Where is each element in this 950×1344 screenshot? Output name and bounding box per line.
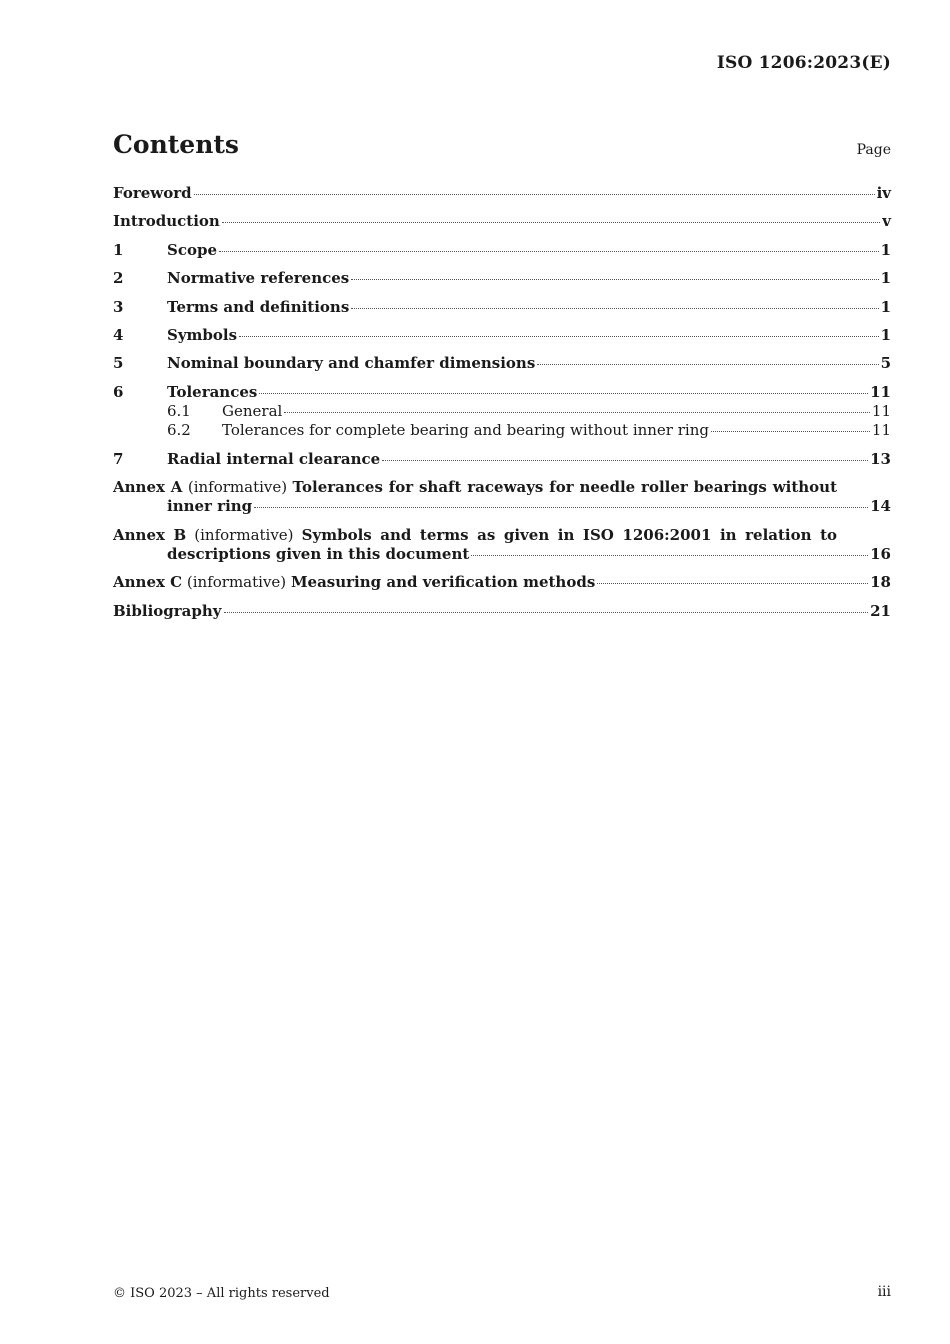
toc-title: Scope <box>167 241 218 259</box>
dot-leader <box>711 430 870 432</box>
annex-title-line <box>113 573 595 592</box>
toc-number: 7 <box>113 450 124 468</box>
toc-page: 21 <box>870 602 891 620</box>
toc-page: 1 <box>880 269 891 287</box>
toc-page: 11 <box>870 383 891 401</box>
annex-title-continuation <box>113 497 891 516</box>
annex-type: (informative) <box>194 526 294 544</box>
toc-title: Tolerances <box>167 383 258 401</box>
toc-page: 11 <box>871 402 891 420</box>
toc-title: General <box>222 402 283 420</box>
toc-entry-symbols[interactable] <box>113 326 891 345</box>
toc-page: 1 <box>880 241 891 259</box>
toc-title: Radial internal clearance <box>167 450 381 468</box>
dot-leader <box>259 392 868 394</box>
dot-leader <box>284 411 870 413</box>
toc-entry-annex-a[interactable] <box>113 478 891 516</box>
toc-entry-general[interactable] <box>113 402 891 421</box>
dot-leader <box>194 193 875 195</box>
table-of-contents <box>113 184 891 621</box>
page-number: iii <box>877 1284 891 1300</box>
toc-entry-tolerances[interactable] <box>113 383 891 402</box>
toc-title: Normative references <box>167 269 350 287</box>
toc-page: 14 <box>870 497 891 515</box>
toc-title: Bibliography <box>113 602 222 620</box>
annex-label: Annex A <box>113 478 183 496</box>
annex-title-continuation <box>113 545 891 564</box>
annex-title: descriptions given in this document <box>167 545 470 563</box>
annex-label: Annex B <box>113 526 187 544</box>
toc-page: 1 <box>880 298 891 316</box>
dot-leader <box>219 250 879 252</box>
toc-entry-introduction[interactable] <box>113 212 891 231</box>
toc-entry-annex-b[interactable] <box>113 526 891 564</box>
toc-page: 1 <box>880 326 891 344</box>
toc-entry-terms-and-definitions[interactable] <box>113 298 891 317</box>
toc-title: Symbols <box>167 326 238 344</box>
toc-page: v <box>882 212 891 230</box>
toc-number: 5 <box>113 354 124 372</box>
dot-leader <box>224 611 869 613</box>
toc-page: 16 <box>870 545 891 563</box>
toc-page: 18 <box>870 573 891 591</box>
toc-number: 1 <box>113 241 124 259</box>
dot-leader <box>597 582 868 584</box>
annex-title-line <box>113 478 837 497</box>
toc-number: 6.2 <box>167 421 191 439</box>
toc-entry-foreword[interactable] <box>113 184 891 203</box>
toc-entry-annex-c[interactable] <box>113 573 891 592</box>
contents-title: Contents <box>113 130 240 159</box>
toc-number: 6.1 <box>167 402 191 420</box>
toc-page: 11 <box>871 421 891 439</box>
toc-page: 13 <box>870 450 891 468</box>
toc-title: Terms and definitions <box>167 298 350 316</box>
toc-number: 6 <box>113 383 124 401</box>
annex-title: Symbols and terms as given in ISO 1206:2001 in relation to <box>301 526 838 544</box>
dot-leader <box>222 221 880 223</box>
annex-title: Measuring and verification methods <box>290 573 596 591</box>
toc-entry-normative-references[interactable] <box>113 269 891 288</box>
copyright-notice: © ISO 2023 – All rights reserved <box>113 1286 330 1301</box>
dot-leader <box>471 554 868 556</box>
annex-title: Tolerances for shaft raceways for needle roller bearings without <box>292 478 837 496</box>
dot-leader <box>351 307 878 309</box>
dot-leader <box>382 459 868 461</box>
document-id: ISO 1206:2023(E) <box>716 53 891 73</box>
annex-label: Annex C <box>113 573 183 591</box>
toc-entry-nominal-boundary[interactable] <box>113 354 891 373</box>
dot-leader <box>537 363 878 365</box>
toc-page: iv <box>876 184 891 202</box>
toc-page: 5 <box>880 354 891 372</box>
annex-title-line <box>113 526 837 545</box>
toc-entry-bibliography[interactable] <box>113 602 891 621</box>
page-column-label: Page <box>856 142 891 158</box>
toc-entry-scope[interactable] <box>113 241 891 260</box>
toc-title: Introduction <box>113 212 220 230</box>
toc-number: 2 <box>113 269 124 287</box>
toc-number: 3 <box>113 298 124 316</box>
toc-title: Tolerances for complete bearing and bearing without inner ring <box>222 421 709 439</box>
annex-type: (informative) <box>186 573 287 591</box>
annex-type: (informative) <box>187 478 288 496</box>
toc-number: 4 <box>113 326 124 344</box>
dot-leader <box>351 278 878 280</box>
dot-leader <box>239 335 879 337</box>
toc-title: Nominal boundary and chamfer dimensions <box>167 354 536 372</box>
dot-leader <box>254 506 868 508</box>
toc-title: Foreword <box>113 184 192 202</box>
toc-entry-radial-clearance[interactable] <box>113 450 891 469</box>
toc-entry-complete-bearing-tolerances[interactable] <box>113 421 891 440</box>
annex-title: inner ring <box>167 497 253 515</box>
